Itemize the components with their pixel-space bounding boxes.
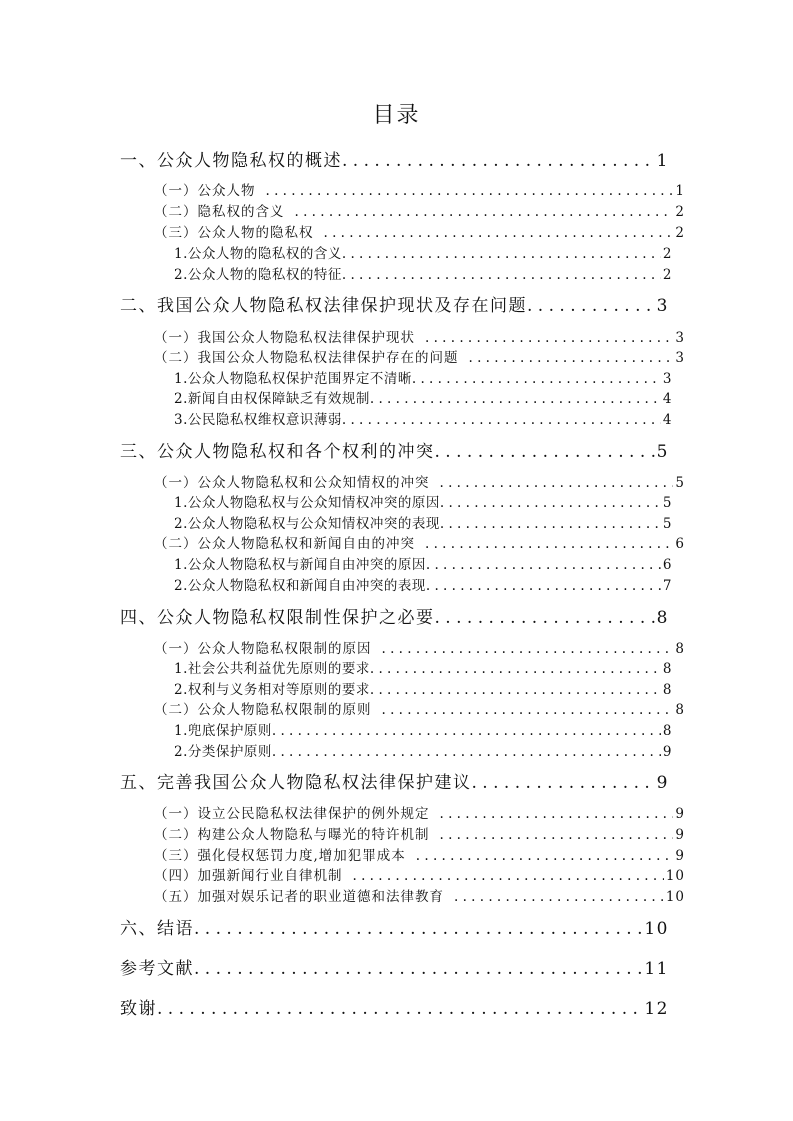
toc-entry-title: （三）公众人物的隐私权 xyxy=(154,225,314,241)
dot-leader xyxy=(412,371,661,387)
toc-entry-level-3[interactable] xyxy=(174,719,672,739)
toc-entry-title: 一、公众人物隐私权的概述 xyxy=(120,151,342,171)
toc-entry-level-1[interactable] xyxy=(120,437,669,462)
toc-entry-title: 2.分类保护原则 xyxy=(174,744,272,760)
toc-page-number: 9 xyxy=(675,827,685,843)
toc-entry-level-3[interactable] xyxy=(174,574,672,594)
toc-entry-level-3[interactable] xyxy=(174,367,672,387)
toc-entry-title: （一）公众人物隐私权限制的原因 xyxy=(154,641,372,657)
dot-leader xyxy=(194,919,642,939)
toc-page-number: 5 xyxy=(656,442,669,462)
dot-leader xyxy=(454,889,664,905)
dot-leader xyxy=(527,296,655,316)
dot-leader xyxy=(370,391,661,407)
toc-page-number: 2 xyxy=(662,246,672,262)
toc-entry-title: 五、完善我国公众人物隐私权法律保护建议 xyxy=(120,773,472,793)
toc-entry-level-2[interactable] xyxy=(154,637,685,657)
toc-entry-level-2[interactable] xyxy=(154,864,685,884)
toc-entry-title: 2.公众人物隐私权和新闻自由冲突的表现 xyxy=(174,578,426,594)
dot-leader xyxy=(382,641,674,657)
toc-entry-level-3[interactable] xyxy=(174,512,672,532)
toc-entry-title: 1.公众人物隐私权保护范围界定不清晰 xyxy=(174,371,412,387)
dot-leader xyxy=(472,773,655,793)
toc-entry-level-2[interactable] xyxy=(154,221,685,241)
toc-page-number: 6 xyxy=(675,536,685,552)
toc-entry-level-2[interactable] xyxy=(154,823,685,843)
toc-page-number: 9 xyxy=(675,806,685,822)
toc-page-number: 4 xyxy=(662,391,672,407)
toc-page-number: 2 xyxy=(675,204,685,220)
toc-page-number: 10 xyxy=(644,919,669,939)
dot-leader xyxy=(426,557,661,573)
toc-entry-level-3[interactable] xyxy=(174,657,672,677)
toc-page-number: 2 xyxy=(675,225,685,241)
toc-entry-level-3[interactable] xyxy=(174,553,672,573)
toc-entry-title: 四、公众人物隐私权限制性保护之必要 xyxy=(120,608,435,628)
toc-entry-title: 2.公众人物隐私权与公众知情权冲突的表现 xyxy=(174,516,440,532)
toc-entry-title: 致谢 xyxy=(120,999,157,1019)
toc-entry-title: 1.公众人物的隐私权的含义 xyxy=(174,246,342,262)
dot-leader xyxy=(440,495,661,511)
toc-page-number: 5 xyxy=(675,475,685,491)
dot-leader xyxy=(342,267,661,283)
toc-entry-title: （五）加强对娱乐记者的职业道德和法律教育 xyxy=(154,889,444,905)
dot-leader xyxy=(440,516,661,532)
toc-page-number: 3 xyxy=(675,350,685,366)
dot-leader xyxy=(342,246,661,262)
toc-entry-title: （一）我国公众人物隐私权法律保护现状 xyxy=(154,330,415,346)
toc-entry-level-2[interactable] xyxy=(154,802,685,822)
page-title: 目录 xyxy=(372,103,421,128)
dot-leader xyxy=(370,682,661,698)
dot-leader xyxy=(425,536,673,552)
dot-leader xyxy=(353,868,664,884)
toc-entry-title: 1.社会公共利益优先原则的要求 xyxy=(174,661,370,677)
toc-page-number: 9 xyxy=(662,744,672,760)
toc-entry-title: （三）强化侵权惩罚力度,增加犯罪成本 xyxy=(154,848,406,864)
dot-leader xyxy=(324,225,674,241)
dot-leader xyxy=(382,702,674,718)
toc-page-number: 8 xyxy=(656,608,669,628)
toc-entry-title: （一）设立公民隐私权法律保护的例外规定 xyxy=(154,806,430,822)
toc-page-number: 12 xyxy=(644,999,669,1019)
toc-page-number: 8 xyxy=(662,682,672,698)
toc-entry-level-2[interactable] xyxy=(154,179,685,199)
dot-leader xyxy=(440,806,674,822)
toc-entry-level-3[interactable] xyxy=(174,678,672,698)
dot-leader xyxy=(342,151,655,171)
toc-entry-level-3[interactable] xyxy=(174,242,672,262)
dot-leader xyxy=(272,723,661,739)
toc-entry-level-1[interactable] xyxy=(120,914,669,939)
toc-entry-level-2[interactable] xyxy=(154,844,685,864)
toc-page-number: 4 xyxy=(662,412,672,428)
toc-entry-title: 2.新闻自由权保障缺乏有效规制 xyxy=(174,391,370,407)
toc-entry-level-2[interactable] xyxy=(154,326,685,346)
toc-page-number: 9 xyxy=(656,773,669,793)
toc-entry-title: （二）公众人物隐私权和新闻自由的冲突 xyxy=(154,536,415,552)
toc-entry-level-3[interactable] xyxy=(174,263,672,283)
toc-entry-level-2[interactable] xyxy=(154,471,685,491)
toc-entry-level-1[interactable] xyxy=(120,994,669,1019)
toc-page-number: 10 xyxy=(665,889,685,905)
toc-page-number: 9 xyxy=(675,848,685,864)
dot-leader xyxy=(370,661,661,677)
toc-page-number: 8 xyxy=(675,641,685,657)
toc-entry-level-3[interactable] xyxy=(174,740,672,760)
dot-leader xyxy=(435,442,655,462)
toc-page-number: 8 xyxy=(662,661,672,677)
toc-entry-level-3[interactable] xyxy=(174,408,672,428)
toc-entry-title: 2.公众人物的隐私权的特征 xyxy=(174,267,342,283)
toc-entry-title: 1.兜底保护原则 xyxy=(174,723,272,739)
toc-entry-title: 2.权利与义务相对等原则的要求 xyxy=(174,682,370,698)
toc-page-number: 10 xyxy=(665,868,685,884)
toc-entry-level-1[interactable] xyxy=(120,954,669,979)
toc-entry-level-2[interactable] xyxy=(154,200,685,220)
dot-leader xyxy=(157,999,642,1019)
toc-entry-level-2[interactable] xyxy=(154,532,685,552)
toc-entry-level-2[interactable] xyxy=(154,885,685,905)
toc-entry-title: （一）公众人物 xyxy=(154,183,256,199)
toc-entry-level-1[interactable] xyxy=(120,603,669,628)
toc-page-number: 8 xyxy=(662,723,672,739)
toc-entry-title: （四）加强新闻行业自律机制 xyxy=(154,868,343,884)
toc-entry-title: 1.公众人物隐私权与新闻自由冲突的原因 xyxy=(174,557,426,573)
toc-page-number: 8 xyxy=(675,702,685,718)
toc-entry-level-3[interactable] xyxy=(174,491,672,511)
toc-page-number: 5 xyxy=(662,516,672,532)
toc-entry-level-1[interactable] xyxy=(120,291,669,316)
dot-leader xyxy=(440,475,674,491)
toc-entry-title: 六、结语 xyxy=(120,919,194,939)
toc-page-number: 1 xyxy=(656,151,669,171)
toc-page-number: 3 xyxy=(656,296,669,316)
toc-entry-title: （一）公众人物隐私权和公众知情权的冲突 xyxy=(154,475,430,491)
toc-page-number: 6 xyxy=(662,557,672,573)
dot-leader xyxy=(194,959,642,979)
dot-leader xyxy=(440,827,674,843)
toc-page-number: 5 xyxy=(662,495,672,511)
toc-page-number: 11 xyxy=(644,959,669,979)
dot-leader xyxy=(266,183,674,199)
toc-entry-level-1[interactable] xyxy=(120,768,669,793)
toc-entry-level-2[interactable] xyxy=(154,346,685,366)
dot-leader xyxy=(272,744,661,760)
toc-entry-title: （二）公众人物隐私权限制的原则 xyxy=(154,702,372,718)
dot-leader xyxy=(435,608,655,628)
toc-entry-title: （二）我国公众人物隐私权法律保护存在的问题 xyxy=(154,350,459,366)
dot-leader xyxy=(426,578,661,594)
toc-page-number: 2 xyxy=(662,267,672,283)
toc-entry-title: 1.公众人物隐私权与公众知情权冲突的原因 xyxy=(174,495,440,511)
toc-entry-title: 二、我国公众人物隐私权法律保护现状及存在问题 xyxy=(120,296,527,316)
toc-entry-level-1[interactable] xyxy=(120,146,669,171)
toc-entry-title: 3.公民隐私权维权意识薄弱 xyxy=(174,412,342,428)
dot-leader xyxy=(342,412,661,428)
toc-entry-title: 参考文献 xyxy=(120,959,194,979)
toc-entry-title: （二）构建公众人物隐私与曝光的特许机制 xyxy=(154,827,430,843)
toc-entry-title: 三、公众人物隐私权和各个权利的冲突 xyxy=(120,442,435,462)
toc-entry-level-2[interactable] xyxy=(154,698,685,718)
toc-entry-level-3[interactable] xyxy=(174,387,672,407)
dot-leader xyxy=(425,330,673,346)
toc-page-number: 1 xyxy=(675,183,685,199)
toc-page-number: 7 xyxy=(662,578,672,594)
toc-entry-title: （二）隐私权的含义 xyxy=(154,204,285,220)
dot-leader xyxy=(469,350,674,366)
toc-page-number: 3 xyxy=(675,330,685,346)
toc-page-number: 3 xyxy=(662,371,672,387)
dot-leader xyxy=(295,204,674,220)
dot-leader xyxy=(416,848,674,864)
